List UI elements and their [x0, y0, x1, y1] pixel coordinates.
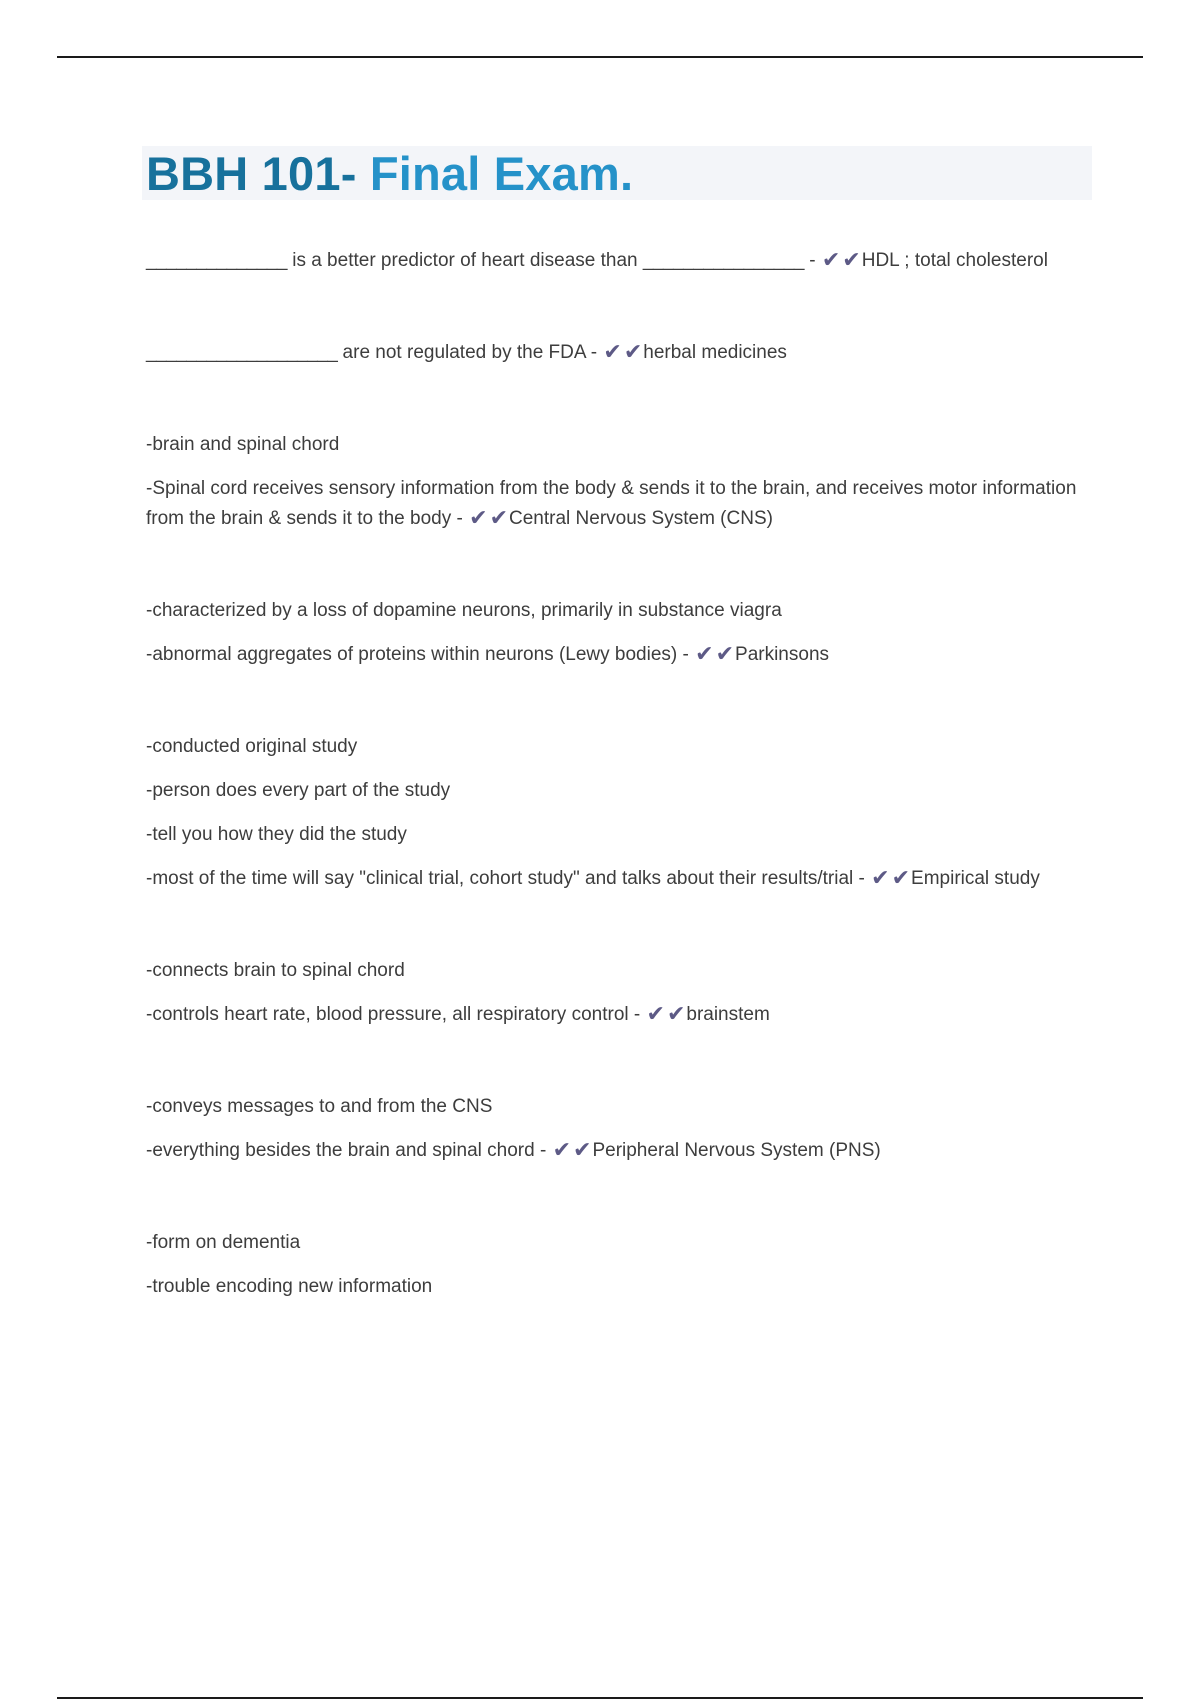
question-line	[146, 338, 1096, 368]
check-mark-icon: ✔	[489, 506, 508, 531]
answer-text: Empirical study	[911, 868, 1040, 889]
question-line: -characterized by a loss of dopamine neurons, primarily in substance viagra	[146, 600, 782, 621]
flashcard	[146, 956, 1096, 1030]
flashcard	[146, 338, 1096, 368]
answer-text: Peripheral Nervous System (PNS)	[592, 1140, 881, 1161]
flashcard	[146, 1092, 1096, 1166]
answer-text: brainstem	[686, 1004, 770, 1025]
question-line	[146, 1136, 1096, 1166]
question-line: -conveys messages to and from the CNS	[146, 1096, 493, 1117]
question-text: -everything besides the brain and spinal chord	[146, 1140, 535, 1161]
question-text: -controls heart rate, blood pressure, all respiratory control	[146, 1004, 629, 1025]
question-line: -connects brain to spinal chord	[146, 960, 405, 981]
blank: ___________________	[146, 342, 338, 363]
question-text: is a better predictor of heart disease than	[286, 250, 643, 271]
flashcard	[146, 1228, 1096, 1302]
top-rule	[57, 56, 1143, 58]
check-mark-icon: ✔	[842, 248, 861, 273]
question-line: -person does every part of the study	[146, 780, 451, 801]
question-text: -most of the time will say "clinical trial, cohort study" and talks about their results/trial	[146, 868, 854, 889]
check-mark-icon: ✔	[646, 1002, 665, 1027]
question-line: -conducted original study	[146, 736, 358, 757]
check-mark-icon: ✔	[603, 340, 622, 365]
page-title-exam: Final Exam.	[369, 147, 634, 200]
flashcard	[146, 246, 1096, 276]
flashcard	[146, 596, 1096, 670]
page-title-course: BBH 101-	[146, 147, 357, 200]
separator: -	[853, 868, 871, 889]
bottom-rule	[57, 1697, 1143, 1699]
question-line: -tell you how they did the study	[146, 824, 407, 845]
check-mark-icon: ✔	[715, 642, 735, 667]
check-mark-icon: ✔	[891, 866, 911, 891]
question-text: -Spinal cord receives sensory information from the body & sends it to the brain, and receives motor information from the brain & sends it to the body	[146, 478, 1077, 529]
check-mark-icon: ✔	[695, 642, 714, 667]
separator: -	[803, 250, 821, 271]
question-line: -brain and spinal chord	[146, 434, 340, 455]
question-line	[146, 474, 1096, 534]
check-mark-icon: ✔	[469, 506, 488, 531]
separator: -	[585, 342, 603, 363]
answer-text: Parkinsons	[735, 644, 830, 665]
check-mark-icon: ✔	[666, 1002, 686, 1027]
blank: ________________	[642, 250, 804, 271]
check-mark-icon: ✔	[623, 340, 643, 365]
check-mark-icon: ✔	[552, 1138, 572, 1163]
flashcard	[146, 732, 1096, 894]
flashcard-list	[146, 246, 1096, 1302]
check-mark-icon: ✔	[821, 248, 841, 273]
page-title	[146, 148, 633, 200]
separator: -	[451, 508, 469, 529]
check-mark-icon: ✔	[573, 1138, 592, 1163]
flashcard	[146, 430, 1096, 534]
question-line: -form on dementia	[146, 1232, 301, 1253]
question-line	[146, 640, 1096, 670]
separator: -	[534, 1140, 552, 1161]
answer-text: HDL ; total cholesterol	[861, 250, 1048, 271]
question-line	[146, 1000, 1096, 1030]
question-line	[146, 246, 1096, 276]
answer-text: Central Nervous System (CNS)	[509, 508, 773, 529]
question-text: are not regulated by the FDA	[337, 342, 586, 363]
check-mark-icon: ✔	[871, 866, 890, 891]
question-line: -trouble encoding new information	[146, 1276, 433, 1297]
question-text: -abnormal aggregates of proteins within neurons (Lewy bodies)	[146, 644, 678, 665]
separator: -	[628, 1004, 646, 1025]
separator: -	[677, 644, 695, 665]
blank: ______________	[146, 250, 287, 271]
answer-text: herbal medicines	[643, 342, 787, 363]
question-line	[146, 864, 1096, 894]
